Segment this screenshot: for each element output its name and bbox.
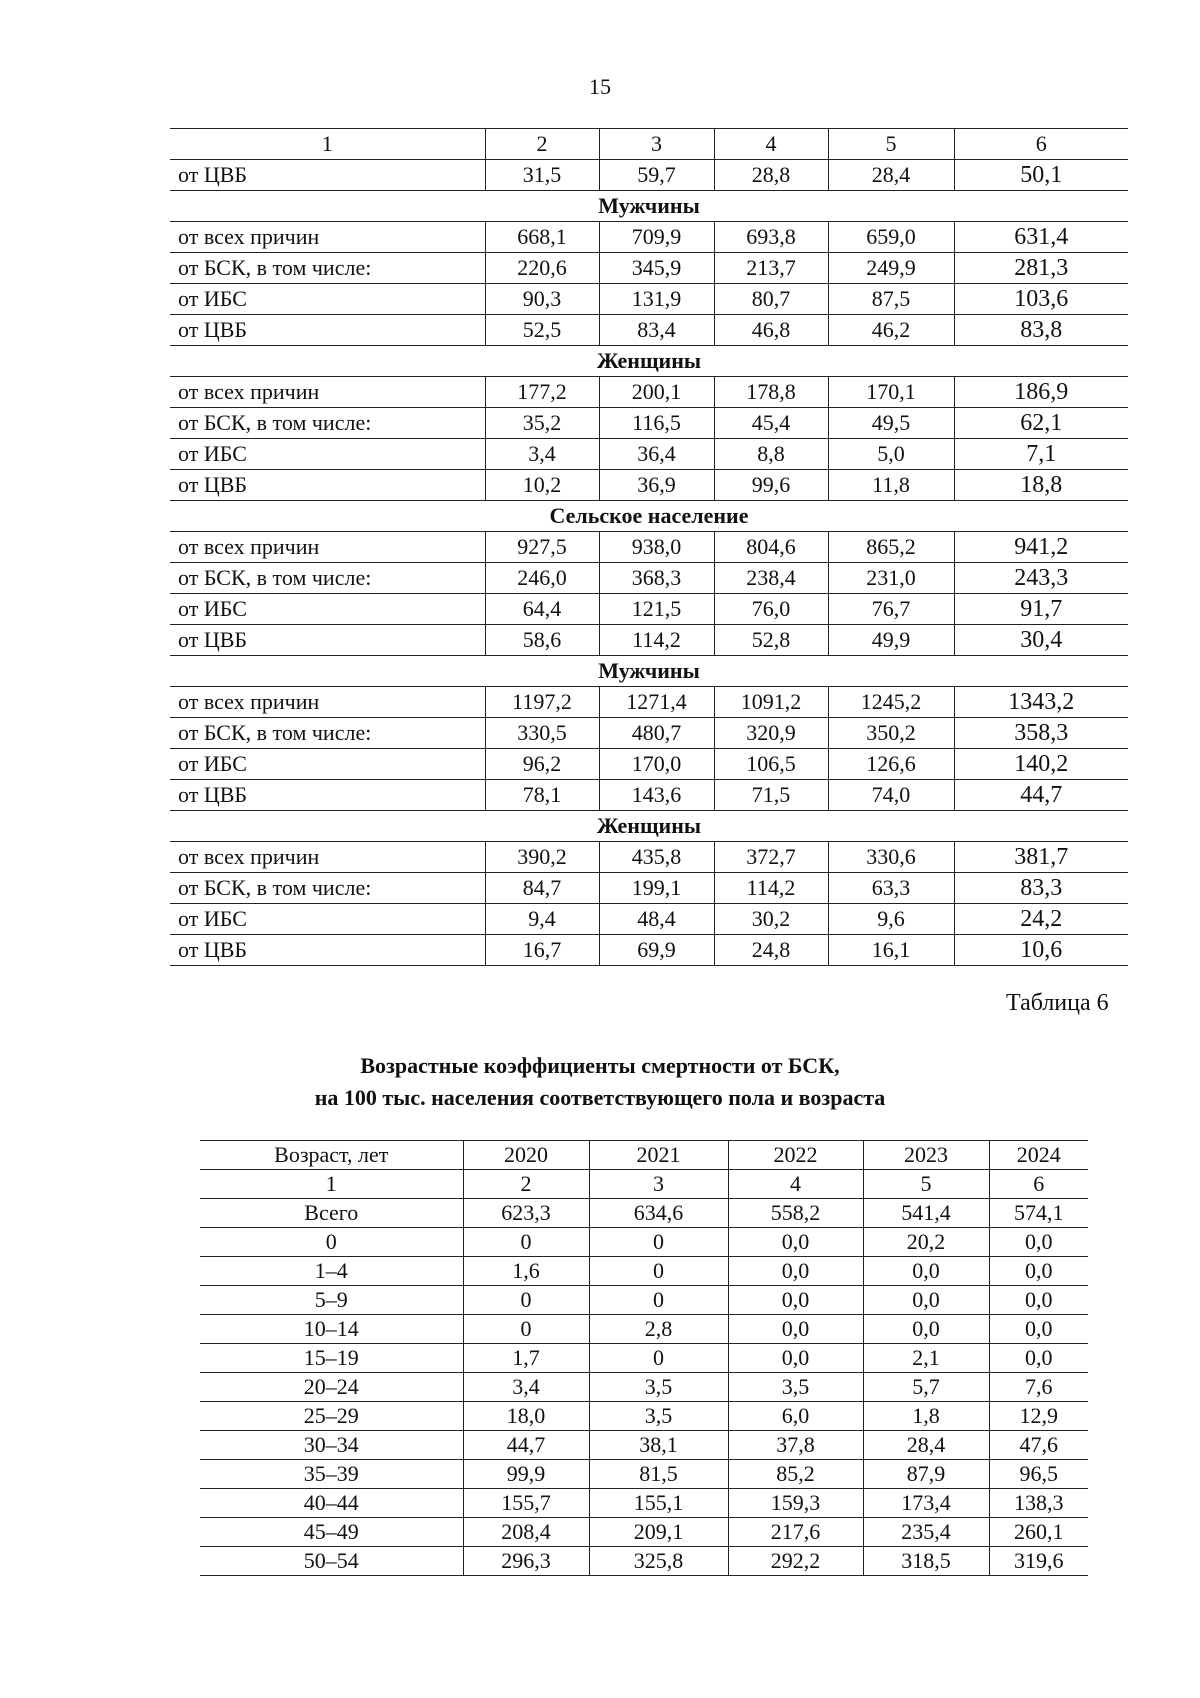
table-cell: 541,4	[863, 1199, 989, 1228]
table-cell: 44,7	[954, 780, 1128, 811]
table-cell: 3,5	[589, 1373, 728, 1402]
table-cell: 44,7	[463, 1431, 589, 1460]
row-label: от ЦВБ	[178, 937, 248, 962]
table-cell: 170,0	[599, 749, 714, 780]
table-cell: 330,5	[485, 718, 599, 749]
table-cell: 116,5	[599, 408, 714, 439]
table-cell: 126,6	[828, 749, 954, 780]
table-cell: 7,1	[954, 439, 1128, 470]
table-cell: 20,2	[863, 1228, 989, 1257]
table-cell: 634,6	[589, 1199, 728, 1228]
table-row	[200, 1518, 1088, 1547]
table-cell: 213,7	[714, 253, 828, 284]
row-label: 1	[200, 1170, 463, 1199]
row-label: от ИБС	[178, 751, 247, 776]
table-cell: 186,9	[954, 377, 1128, 408]
table-row	[200, 1199, 1088, 1228]
section-header-row	[170, 501, 1128, 532]
table-cell: 37,8	[728, 1431, 863, 1460]
table-cell: 18,8	[954, 470, 1128, 501]
table-row	[200, 1431, 1088, 1460]
table-cell: 372,7	[714, 842, 828, 873]
table-cell: 91,7	[954, 594, 1128, 625]
row-label: от всех причин	[178, 689, 320, 714]
row-label: 1–4	[200, 1257, 463, 1286]
row-label: от всех причин	[178, 379, 320, 404]
table-cell: 3,5	[728, 1373, 863, 1402]
mortality-table-continued	[170, 128, 1128, 966]
table-header-row	[200, 1141, 1088, 1170]
table-cell: 52,5	[485, 315, 599, 346]
table-cell: 46,8	[714, 315, 828, 346]
table-cell: 69,9	[599, 935, 714, 966]
table-cell: 2024	[989, 1141, 1088, 1170]
table-cell: 381,7	[954, 842, 1128, 873]
table-cell: 243,3	[954, 563, 1128, 594]
table-cell: 24,2	[954, 904, 1128, 935]
table-cell: 178,8	[714, 377, 828, 408]
table-cell: 0,0	[989, 1286, 1088, 1315]
table-cell: 0,0	[863, 1315, 989, 1344]
table-row	[170, 780, 1128, 811]
table-cell: 0,0	[728, 1228, 863, 1257]
table-cell: 1197,2	[485, 687, 599, 718]
table-cell: 16,1	[828, 935, 954, 966]
table-cell: 1271,4	[599, 687, 714, 718]
table-row	[170, 222, 1128, 253]
table-row	[200, 1460, 1088, 1489]
section-label: Мужчины	[598, 193, 700, 218]
table-cell: 170,1	[828, 377, 954, 408]
table-cell: 36,9	[599, 470, 714, 501]
table-row	[200, 1257, 1088, 1286]
table-row	[170, 687, 1128, 718]
table-cell: 319,6	[989, 1547, 1088, 1576]
section-label: Мужчины	[598, 658, 700, 683]
row-label: 10–14	[200, 1315, 463, 1344]
table-cell: 318,5	[863, 1547, 989, 1576]
row-label: 50–54	[200, 1547, 463, 1576]
table-cell: 155,7	[463, 1489, 589, 1518]
table-cell: 668,1	[485, 222, 599, 253]
row-label: от БСК, в том числе:	[178, 720, 372, 745]
table-cell: 48,4	[599, 904, 714, 935]
table-cell: 5,7	[863, 1373, 989, 1402]
table-cell: 45,4	[714, 408, 828, 439]
table-cell: 558,2	[728, 1199, 863, 1228]
table-row	[200, 1547, 1088, 1576]
table-cell: 9,4	[485, 904, 599, 935]
table-cell: 36,4	[599, 439, 714, 470]
table-cell: 12,9	[989, 1402, 1088, 1431]
table-cell: 709,9	[599, 222, 714, 253]
table-cell: 83,4	[599, 315, 714, 346]
row-label: от БСК, в том числе:	[178, 410, 372, 435]
table-cell: 6,0	[728, 1402, 863, 1431]
row-label: от ЦВБ	[178, 162, 248, 187]
table-title-line-1: Возрастные коэффициенты смертности от БСК,	[360, 1053, 840, 1078]
table-cell: 1,7	[463, 1344, 589, 1373]
row-label: от всех причин	[178, 534, 320, 559]
table-cell: 16,7	[485, 935, 599, 966]
table-cell: 292,2	[728, 1547, 863, 1576]
table-cell: 5	[863, 1170, 989, 1199]
table-cell: 28,4	[828, 160, 954, 191]
table-cell: 62,1	[954, 408, 1128, 439]
table-cell: 938,0	[599, 532, 714, 563]
table-row	[170, 439, 1128, 470]
table-cell: 2021	[589, 1141, 728, 1170]
table-row	[170, 377, 1128, 408]
table-cell: 28,8	[714, 160, 828, 191]
table-row	[170, 625, 1128, 656]
table-cell: 350,2	[828, 718, 954, 749]
table-cell: 1245,2	[828, 687, 954, 718]
table-title	[0, 1050, 1200, 1114]
age-mortality-table	[200, 1140, 1088, 1576]
table-cell: 390,2	[485, 842, 599, 873]
table-cell: 3,4	[463, 1373, 589, 1402]
column-number: 1	[321, 131, 333, 156]
table-cell: 71,5	[714, 780, 828, 811]
table-cell: 3,5	[589, 1402, 728, 1431]
table-cell: 238,4	[714, 563, 828, 594]
table-cell: 5,0	[828, 439, 954, 470]
table-row	[170, 904, 1128, 935]
table-cell: 0,0	[728, 1344, 863, 1373]
table-cell: 0,0	[989, 1315, 1088, 1344]
table-cell: 0,0	[728, 1286, 863, 1315]
row-label: от ИБС	[178, 906, 247, 931]
row-label: от всех причин	[178, 844, 320, 869]
table-cell: 3,4	[485, 439, 599, 470]
table-cell: 143,6	[599, 780, 714, 811]
table-cell: 2023	[863, 1141, 989, 1170]
row-label: от ЦВБ	[178, 317, 248, 342]
table-cell: 659,0	[828, 222, 954, 253]
table-cell: 76,0	[714, 594, 828, 625]
table-cell: 231,0	[828, 563, 954, 594]
table-cell: 927,5	[485, 532, 599, 563]
table-cell: 0,0	[863, 1286, 989, 1315]
table-cell: 99,9	[463, 1460, 589, 1489]
table-cell: 865,2	[828, 532, 954, 563]
table-cell: 631,4	[954, 222, 1128, 253]
table-cell: 87,5	[828, 284, 954, 315]
table-cell: 106,5	[714, 749, 828, 780]
table-cell: 0,0	[989, 1257, 1088, 1286]
table-row	[200, 1286, 1088, 1315]
table-cell: 804,6	[714, 532, 828, 563]
table-cell: 0,0	[989, 1228, 1088, 1257]
table-cell: 31,5	[485, 160, 599, 191]
row-label: 40–44	[200, 1489, 463, 1518]
table-cell: 345,9	[599, 253, 714, 284]
table-cell: 1343,2	[954, 687, 1128, 718]
table-cell: 249,9	[828, 253, 954, 284]
table-cell: 11,8	[828, 470, 954, 501]
table-cell: 90,3	[485, 284, 599, 315]
table-cell: 30,2	[714, 904, 828, 935]
table-cell: 10,6	[954, 935, 1128, 966]
column-number: 4	[714, 129, 828, 160]
table-cell: 0	[463, 1315, 589, 1344]
table-cell: 208,4	[463, 1518, 589, 1547]
table-cell: 103,6	[954, 284, 1128, 315]
table-cell: 0,0	[989, 1344, 1088, 1373]
row-label: от ИБС	[178, 286, 247, 311]
row-label: от БСК, в том числе:	[178, 255, 372, 280]
table-cell: 46,2	[828, 315, 954, 346]
table-header-row	[170, 129, 1128, 160]
table-cell: 296,3	[463, 1547, 589, 1576]
table-cell: 114,2	[599, 625, 714, 656]
table-cell: 693,8	[714, 222, 828, 253]
row-label: 25–29	[200, 1402, 463, 1431]
table-cell: 114,2	[714, 873, 828, 904]
table-cell: 8,8	[714, 439, 828, 470]
table-cell: 941,2	[954, 532, 1128, 563]
table-cell: 2	[463, 1170, 589, 1199]
table-row	[170, 160, 1128, 191]
column-number: 5	[828, 129, 954, 160]
section-header-row	[170, 656, 1128, 687]
table-cell: 83,3	[954, 873, 1128, 904]
table-cell: 1,6	[463, 1257, 589, 1286]
section-header-row	[170, 191, 1128, 222]
row-label: 45–49	[200, 1518, 463, 1547]
table-cell: 155,1	[589, 1489, 728, 1518]
table-cell: 235,4	[863, 1518, 989, 1547]
section-header-row	[170, 346, 1128, 377]
table-row	[170, 563, 1128, 594]
row-label: от ЦВБ	[178, 472, 248, 497]
table-row	[170, 873, 1128, 904]
table-cell: 480,7	[599, 718, 714, 749]
table-cell: 358,3	[954, 718, 1128, 749]
table-cell: 0	[463, 1286, 589, 1315]
table-cell: 325,8	[589, 1547, 728, 1576]
page-number: 15	[589, 74, 611, 99]
row-label: Всего	[200, 1199, 463, 1228]
table-row	[200, 1228, 1088, 1257]
table-cell: 1,8	[863, 1402, 989, 1431]
table-cell: 199,1	[599, 873, 714, 904]
table-cell: 81,5	[589, 1460, 728, 1489]
table-cell: 131,9	[599, 284, 714, 315]
table-cell: 121,5	[599, 594, 714, 625]
table-cell: 49,9	[828, 625, 954, 656]
table-cell: 9,6	[828, 904, 954, 935]
table-cell: 96,5	[989, 1460, 1088, 1489]
table-cell: 59,7	[599, 160, 714, 191]
table-cell: 320,9	[714, 718, 828, 749]
table-cell: 76,7	[828, 594, 954, 625]
table-cell: 0,0	[728, 1257, 863, 1286]
table-cell: 260,1	[989, 1518, 1088, 1547]
table-cell: 177,2	[485, 377, 599, 408]
table-cell: 246,0	[485, 563, 599, 594]
table-row	[170, 594, 1128, 625]
table-row	[170, 408, 1128, 439]
table-row	[170, 253, 1128, 284]
table-cell: 623,3	[463, 1199, 589, 1228]
table-cell: 83,8	[954, 315, 1128, 346]
table-cell: 2,1	[863, 1344, 989, 1373]
table-cell: 38,1	[589, 1431, 728, 1460]
table-row	[170, 532, 1128, 563]
table-cell: 85,2	[728, 1460, 863, 1489]
row-label: 15–19	[200, 1344, 463, 1373]
row-label: от ИБС	[178, 441, 247, 466]
table-cell: 63,3	[828, 873, 954, 904]
table-row	[170, 749, 1128, 780]
table-cell: 7,6	[989, 1373, 1088, 1402]
table-row	[170, 718, 1128, 749]
table-cell: 2022	[728, 1141, 863, 1170]
table-cell: 159,3	[728, 1489, 863, 1518]
table-cell: 96,2	[485, 749, 599, 780]
table-cell: 84,7	[485, 873, 599, 904]
section-label: Женщины	[596, 348, 702, 373]
table-cell: 0	[463, 1228, 589, 1257]
table-title-line-2: на 100 тыс. населения соответствующего пола и возраста	[314, 1085, 886, 1110]
table-cell: 78,1	[485, 780, 599, 811]
row-label: от ЦВБ	[178, 627, 248, 652]
table-cell: 18,0	[463, 1402, 589, 1431]
row-label: от ЦВБ	[178, 782, 248, 807]
table-cell: 6	[989, 1170, 1088, 1199]
row-label: от БСК, в том числе:	[178, 565, 372, 590]
column-number: 3	[599, 129, 714, 160]
table-cell: 80,7	[714, 284, 828, 315]
table-cell: 368,3	[599, 563, 714, 594]
section-label: Сельское население	[549, 503, 749, 528]
table-cell: 47,6	[989, 1431, 1088, 1460]
table-row	[200, 1344, 1088, 1373]
table-cell: 58,6	[485, 625, 599, 656]
table-row	[170, 284, 1128, 315]
table-label: Таблица 6	[1006, 990, 1109, 1016]
table-row	[170, 470, 1128, 501]
table-cell: 435,8	[599, 842, 714, 873]
table-cell: 140,2	[954, 749, 1128, 780]
table-cell: 209,1	[589, 1518, 728, 1547]
table-cell: 30,4	[954, 625, 1128, 656]
table-cell: 28,4	[863, 1431, 989, 1460]
table-cell: 4	[728, 1170, 863, 1199]
row-label: от всех причин	[178, 224, 320, 249]
table-cell: 281,3	[954, 253, 1128, 284]
table-cell: 574,1	[989, 1199, 1088, 1228]
table-row	[170, 842, 1128, 873]
table-cell: 200,1	[599, 377, 714, 408]
table-cell: 0	[589, 1286, 728, 1315]
table-cell: 24,8	[714, 935, 828, 966]
table-cell: 220,6	[485, 253, 599, 284]
row-label: 35–39	[200, 1460, 463, 1489]
column-number: 6	[954, 129, 1128, 160]
table-row	[200, 1373, 1088, 1402]
section-header-row	[170, 811, 1128, 842]
table-cell: 138,3	[989, 1489, 1088, 1518]
row-label: от ИБС	[178, 596, 247, 621]
row-label: от БСК, в том числе:	[178, 875, 372, 900]
table-cell: 64,4	[485, 594, 599, 625]
table-cell: 35,2	[485, 408, 599, 439]
table-cell: 0	[589, 1257, 728, 1286]
table-cell: 0,0	[863, 1257, 989, 1286]
row-label: 0	[200, 1228, 463, 1257]
table-cell: 2,8	[589, 1315, 728, 1344]
table-cell: 52,8	[714, 625, 828, 656]
table-row	[170, 315, 1128, 346]
section-label: Женщины	[596, 813, 702, 838]
table-cell: 173,4	[863, 1489, 989, 1518]
table-cell: 99,6	[714, 470, 828, 501]
table-cell: 2020	[463, 1141, 589, 1170]
table-cell: 217,6	[728, 1518, 863, 1547]
table-cell: 330,6	[828, 842, 954, 873]
table-cell: 10,2	[485, 470, 599, 501]
row-label: 5–9	[200, 1286, 463, 1315]
table-cell: 3	[589, 1170, 728, 1199]
table-cell: 0,0	[728, 1315, 863, 1344]
row-label: 30–34	[200, 1431, 463, 1460]
table-row	[200, 1489, 1088, 1518]
table-cell: 74,0	[828, 780, 954, 811]
row-label: Возраст, лет	[200, 1141, 463, 1170]
table-row	[200, 1402, 1088, 1431]
table-cell: 1091,2	[714, 687, 828, 718]
column-number-row	[200, 1170, 1088, 1199]
table-cell: 49,5	[828, 408, 954, 439]
table-cell: 50,1	[954, 160, 1128, 191]
table-cell: 0	[589, 1344, 728, 1373]
table-row	[170, 935, 1128, 966]
row-label: 20–24	[200, 1373, 463, 1402]
table-cell: 0	[589, 1228, 728, 1257]
table-cell: 87,9	[863, 1460, 989, 1489]
column-number: 2	[485, 129, 599, 160]
table-row	[200, 1315, 1088, 1344]
